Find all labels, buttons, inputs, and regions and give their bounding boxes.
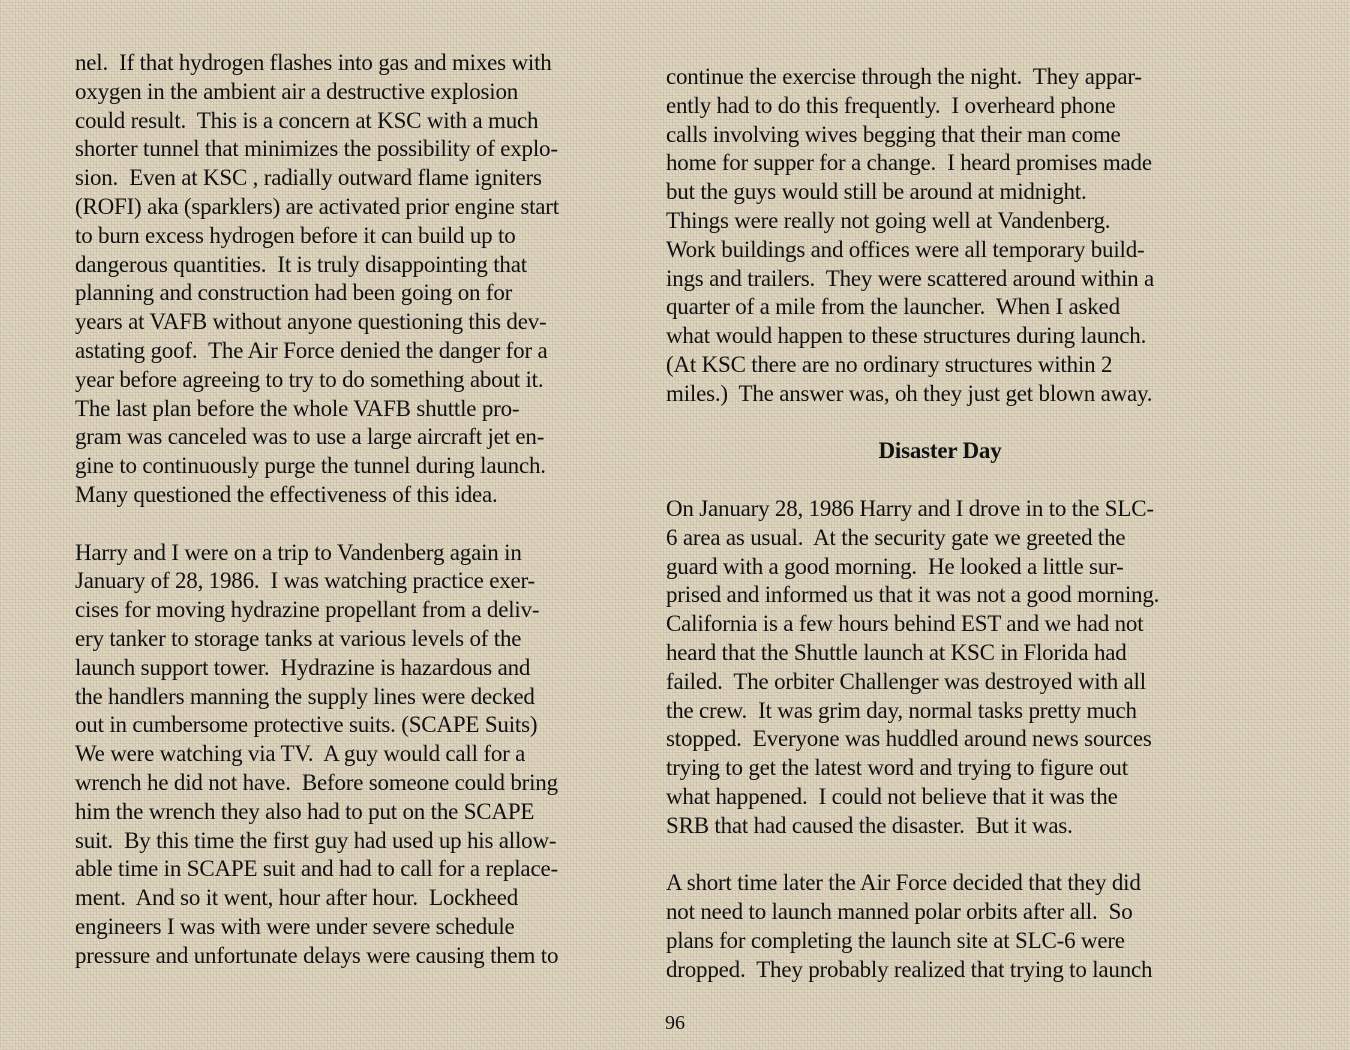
text-line: plans for completing the launch site at SLC-6 were: [666, 927, 1125, 953]
text-line: what happened. I could not believe that it was the: [666, 783, 1118, 809]
text-line: Many questioned the effectiveness of this idea.: [75, 481, 498, 507]
paragraph-gap: [666, 409, 1226, 438]
right-text-column: [666, 63, 1226, 985]
text-line: suit. By this time the first guy had used up his allow-: [75, 827, 557, 853]
text-line: California is a few hours behind EST and we had not: [666, 611, 1144, 637]
text-line: to burn excess hydrogen before it can build up to: [75, 222, 516, 248]
text-line: Work buildings and offices were all temporary build-: [666, 236, 1145, 262]
text-line: gine to continuously purge the tunnel during launch.: [75, 453, 546, 479]
paragraph: [666, 63, 1226, 409]
text-line: dropped. They probably realized that trying to launch: [666, 956, 1153, 982]
text-line: continue the exercise through the night. They appar-: [666, 64, 1142, 89]
text-line: the handlers manning the supply lines were decked: [75, 683, 535, 709]
text-line: heard that the Shuttle launch at KSC in Florida had: [666, 639, 1127, 665]
text-line: 6 area as usual. At the security gate we greeted the: [666, 524, 1126, 550]
page-number: 96: [665, 1012, 685, 1034]
text-line: planning and construction had been going on for: [75, 280, 513, 306]
text-line: ery tanker to storage tanks at various levels of the: [75, 625, 522, 651]
paragraph: [75, 49, 630, 510]
paragraph: [75, 539, 630, 971]
text-line: trying to get the latest word and trying to figure out: [666, 755, 1128, 781]
text-line: calls involving wives begging that their man come: [666, 121, 1121, 147]
text-line: quarter of a mile from the launcher. When I asked: [666, 294, 1120, 320]
text-line: Things were really not going well at Vandenberg.: [666, 207, 1111, 233]
text-line: dangerous quantities. It is truly disappointing that: [75, 251, 527, 277]
text-line: years at VAFB without anyone questioning this dev-: [75, 309, 547, 335]
section-heading: Disaster Day: [878, 438, 1002, 464]
paragraph-gap: [75, 510, 630, 539]
text-line: launch support tower. Hydrazine is hazardous and: [75, 654, 531, 680]
paragraph-gap: [666, 841, 1226, 870]
text-line: sion. Even at KSC , radially outward flame igniters: [75, 165, 542, 191]
text-line: him the wrench they also had to put on the SCAPE: [75, 798, 535, 824]
text-line: ment. And so it went, hour after hour. Lockheed: [75, 885, 519, 911]
text-line: able time in SCAPE suit and had to call for a replace-: [75, 856, 558, 882]
left-text-column: [75, 49, 630, 971]
text-line: (At KSC there are no ordinary structures within 2: [666, 351, 1113, 377]
text-line: wrench he did not have. Before someone could bring: [75, 769, 558, 795]
text-line: astating goof. The Air Force denied the danger for a: [75, 337, 548, 363]
text-line: pressure and unfortunate delays were causing them to: [75, 942, 559, 968]
text-line: Harry and I were on a trip to Vandenberg again in: [75, 539, 522, 565]
text-line: stopped. Everyone was huddled around news sources: [666, 726, 1152, 752]
text-line: not need to launch manned polar orbits after all. So: [666, 899, 1133, 925]
text-line: home for supper for a change. I heard promises made: [666, 150, 1152, 176]
text-line: January of 28, 1986. I was watching practice exer-: [75, 568, 536, 594]
text-line: the crew. It was grim day, normal tasks pretty much: [666, 697, 1137, 723]
text-line: failed. The orbiter Challenger was destroyed with all: [666, 668, 1146, 694]
text-line: what would happen to these structures during launch.: [666, 323, 1147, 349]
text-line: engineers I was with were under severe schedule: [75, 913, 515, 939]
text-line: could result. This is a concern at KSC with a much: [75, 107, 539, 133]
text-line: We were watching via TV. A guy would call for a: [75, 741, 526, 767]
paragraph: [666, 869, 1226, 984]
text-line: prised and informed us that it was not a good morning.: [666, 582, 1160, 608]
text-line: oxygen in the ambient air a destructive explosion: [75, 78, 519, 104]
text-line: out in cumbersome protective suits. (SCAPE Suits): [75, 712, 538, 738]
text-line: ently had to do this frequently. I overheard phone: [666, 92, 1116, 118]
text-line: year before agreeing to try to do something about it.: [75, 366, 544, 392]
text-line: shorter tunnel that minimizes the possibility of explo-: [75, 136, 558, 162]
text-line: cises for moving hydrazine propellant from a deliv-: [75, 597, 540, 623]
text-line: On January 28, 1986 Harry and I drove in to the SLC-: [666, 495, 1154, 521]
text-line: nel. If that hydrogen flashes into gas and mixes with: [75, 50, 552, 75]
text-line: guard with a good morning. He looked a little sur-: [666, 553, 1124, 579]
text-line: gram was canceled was to use a large aircraft jet en-: [75, 424, 545, 450]
text-line: The last plan before the whole VAFB shuttle pro-: [75, 395, 520, 421]
text-line: ings and trailers. They were scattered around within a: [666, 265, 1155, 291]
text-line: but the guys would still be around at midnight.: [666, 179, 1087, 205]
text-line: (ROFI) aka (sparklers) are activated prior engine start: [75, 193, 559, 219]
text-line: miles.) The answer was, oh they just get blown away.: [666, 380, 1153, 406]
paragraph-gap: [666, 466, 1226, 495]
paragraph: [666, 495, 1226, 841]
text-line: SRB that had caused the disaster. But it was.: [666, 812, 1073, 838]
text-line: A short time later the Air Force decided that they did: [666, 870, 1141, 896]
